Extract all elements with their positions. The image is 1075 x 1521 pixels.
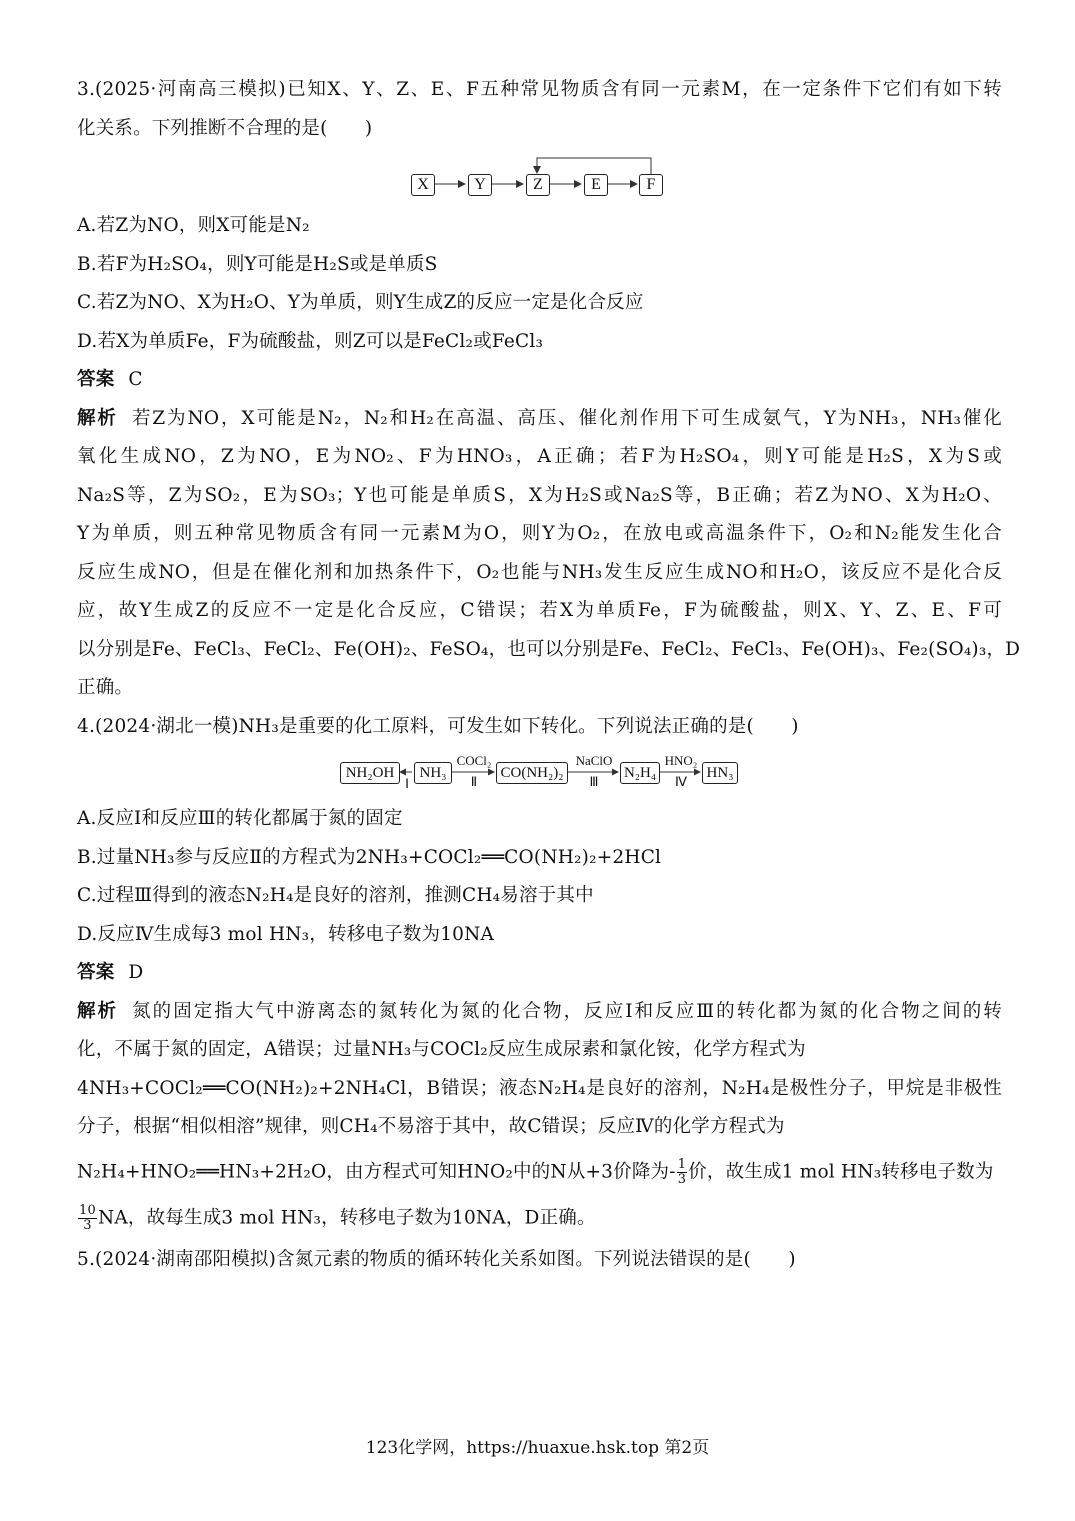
q3-transformation-diagram — [405, 154, 665, 196]
q4-explanation-line6 — [77, 1204, 1002, 1233]
q4-explanation-line3: 4NH₃+COCl₂══CO(NH₂)₂+2NH₄Cl，B错误；液态N₂H₄是良好的溶剂，N₂H₄是极性分子，甲烷是非极性 — [77, 1078, 1002, 1099]
q4-option-d: D.反应Ⅳ生成每3 mol HN₃，转移电子数为10NA — [77, 924, 495, 945]
conclusion-text: NA，故每生成3 mol HN₃，转移电子数为10NA，D正确。 — [97, 1207, 596, 1229]
fraction-denominator: 3 — [677, 1172, 687, 1187]
step-label-4: Ⅳ — [675, 774, 687, 789]
q4-explanation-line1 — [77, 1000, 1002, 1024]
step-label-1: Ⅰ — [405, 776, 409, 791]
q4-transformation-diagram — [338, 752, 738, 792]
reagent-hno2: HNO₂ — [664, 753, 698, 768]
node-nh3: NH₃ — [414, 762, 452, 784]
node-x: X — [411, 174, 435, 196]
node-e: E — [584, 174, 608, 196]
q3-option-b: B.若F为H₂SO₄，则Y可能是H₂S或是单质S — [77, 254, 438, 275]
page-footer: 123化学网，https://huaxue.hsk.top 第2页 — [365, 1438, 710, 1458]
q3-stem-line2: 化关系。下列推断不合理的是( ) — [77, 118, 373, 139]
node-n2h4: N₂H₄ — [620, 762, 660, 784]
q4-explanation-line2: 化，不属于氮的固定，A错误；过量NH₃与COCl₂反应生成尿素和氯化铵，化学方程式为 — [77, 1039, 806, 1060]
q3-explanation-line4: Y为单质，则五种常见物质含有同一元素M为O，则Y为O₂，在放电或高温条件下，O₂和N₂能发生化合 — [77, 523, 1002, 544]
node-y: Y — [468, 174, 492, 196]
q3-option-d: D.若X为单质Fe，F为硫酸盐，则Z可以是FeCl₂或FeCl₃ — [77, 331, 544, 352]
q3-stem-line1: 3.(2025·河南高三模拟)已知X、Y、Z、E、F五种常见物质含有同一元素M，在一定条件下它们有如下转 — [77, 79, 1002, 100]
q4-option-b: B.过量NH₃参与反应Ⅱ的方程式为2NH₃+COCl₂══CO(NH₂)₂+2HCl — [77, 847, 662, 868]
node-hn3: HN₃ — [702, 762, 738, 784]
step-label-2: Ⅱ — [470, 774, 478, 789]
q3-explanation-line2: 氧化生成NO，Z为NO，E为NO₂、F为HNO₃，A正确；若F为H₂SO₄，则Y可能是H₂S，X为S或 — [77, 446, 1003, 467]
q3-option-c: C.若Z为NO、X为H₂O、Y为单质，则Y生成Z的反应一定是化合反应 — [77, 292, 644, 313]
explanation-label: 解析 — [77, 408, 118, 429]
answer-value: C — [128, 369, 143, 390]
q4-explanation-line5 — [77, 1158, 1002, 1187]
reagent-cocl2: COCl₂ — [456, 753, 492, 768]
fraction-numerator: 10 — [79, 1203, 96, 1218]
equation-text: N₂H₄+HNO₂══HN₃+2H₂O，由方程式可知HNO₂中的N从+3价降为- — [77, 1161, 676, 1183]
fraction-one-third — [677, 1158, 687, 1187]
answer-label: 答案 — [77, 962, 115, 983]
fraction-numerator: 1 — [677, 1157, 687, 1172]
q3-explanation-line5: 反应生成NO，但是在催化剂和加热条件下，O₂也能与NH₃发生反应生成NO和H₂O，该反应不是化合反 — [77, 562, 1002, 583]
fraction-denominator: 3 — [83, 1218, 92, 1233]
reagent-naclo: NaClO — [575, 753, 613, 768]
node-f: F — [639, 174, 663, 196]
node-z: Z — [526, 174, 550, 196]
equation-text-2: 价，故生成1 mol HN₃转移电子数为 — [688, 1161, 994, 1183]
explanation-text: 氮的固定指大气中游离态的氮转化为氮的化合物，反应Ⅰ和反应Ⅲ的转化都为氮的化合物之间的转 — [132, 1001, 1002, 1022]
explanation-label: 解析 — [77, 1001, 119, 1022]
node-urea: CO(NH₂)₂ — [496, 762, 568, 784]
fraction-ten-thirds — [78, 1204, 97, 1233]
arrow-f-z — [537, 158, 651, 175]
q3-explanation-line7: 以分别是Fe、FeCl₃、FeCl₂、Fe(OH)₂、FeSO₄，也可以分别是Fe、FeCl₂、FeCl₃、Fe(OH)₃、Fe₂(SO₄)₃，D — [77, 639, 1021, 660]
explanation-text: 若Z为NO，X可能是N₂，N₂和H₂在高温、高压、催化剂作用下可生成氨气，Y为NH₃，NH₃催化 — [131, 408, 1002, 429]
q3-explanation-line8: 正确。 — [77, 677, 134, 698]
q3-explanation-line1 — [77, 407, 1002, 431]
q4-answer — [77, 961, 1002, 985]
q4-option-a: A.反应Ⅰ和反应Ⅲ的转化都属于氮的固定 — [77, 808, 403, 829]
q4-explanation-line4: 分子，根据“相似相溶”规律，则CH₄不易溶于其中，故C错误；反应Ⅳ的化学方程式为 — [77, 1116, 785, 1137]
q3-option-a: A.若Z为NO，则X可能是N₂ — [77, 215, 310, 236]
node-nh2oh: NH₂OH — [340, 762, 400, 784]
answer-value: D — [128, 962, 144, 983]
q3-explanation-line3: Na₂S等，Z为SO₂，E为SO₃；Y也可能是单质S，X为H₂S或Na₂S等，B正确；若Z为NO、X为H₂O、 — [77, 485, 1002, 506]
q5-stem: 5.(2024·湖南邵阳模拟)含氮元素的物质的循环转化关系如图。下列说法错误的是( ) — [77, 1249, 796, 1270]
q3-answer — [77, 368, 1002, 392]
q4-stem: 4.(2024·湖北一模)NH₃是重要的化工原料，可发生如下转化。下列说法正确的是( ) — [77, 716, 799, 737]
q4-option-c: C.过程Ⅲ得到的液态N₂H₄是良好的溶剂，推测CH₄易溶于其中 — [77, 885, 594, 906]
step-label-3: Ⅲ — [589, 774, 599, 789]
q3-explanation-line6: 应，故Y生成Z的反应不一定是化合反应，C错误；若X为单质Fe，F为硫酸盐，则X、Y、Z、E、F可 — [77, 600, 1002, 621]
answer-label: 答案 — [77, 369, 115, 390]
